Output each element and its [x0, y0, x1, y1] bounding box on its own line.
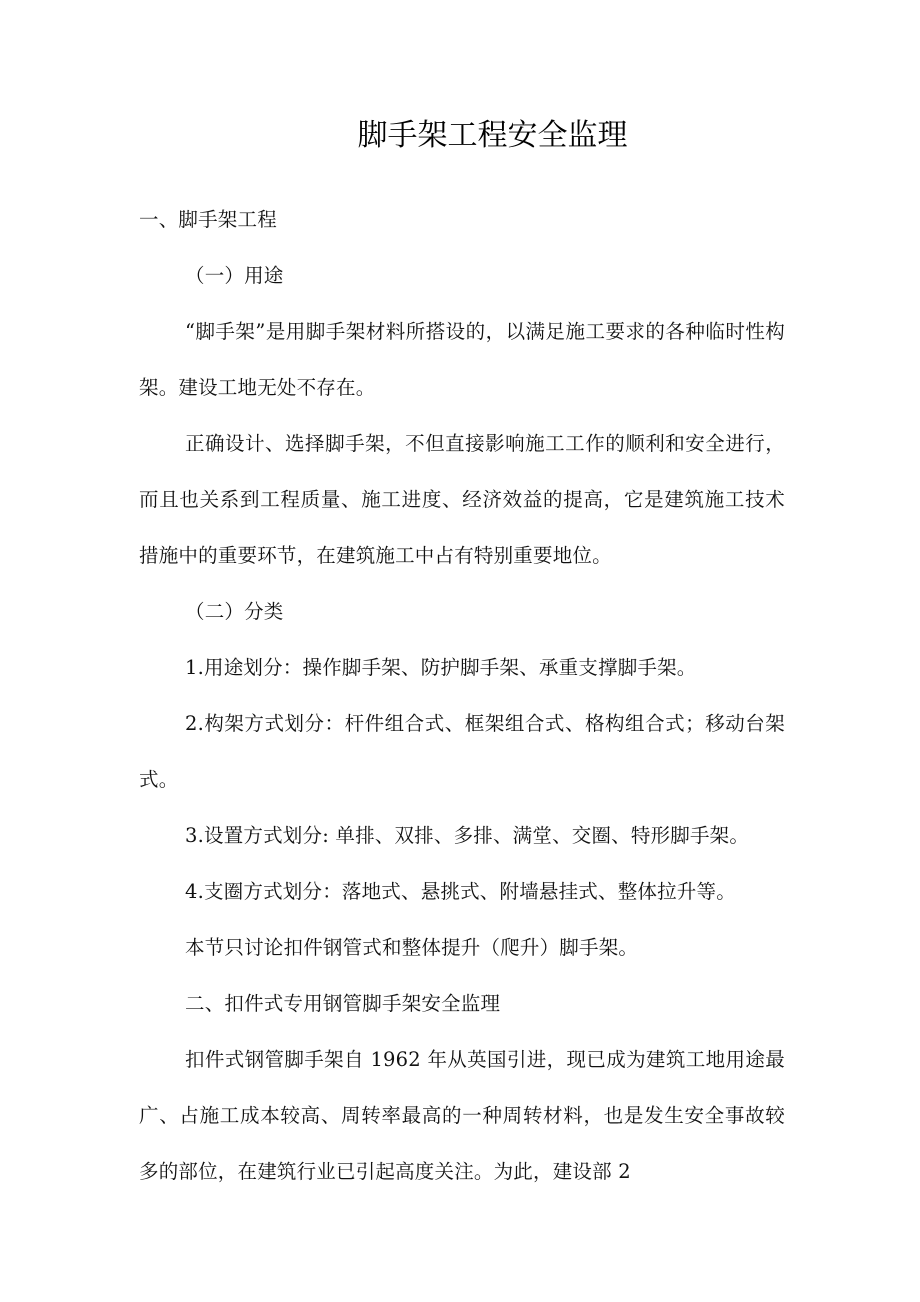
list-item-3: 3.设置方式划分: 单排、双排、多排、满堂、交圈、特形脚手架。: [185, 824, 750, 847]
paragraph-importance: 正确设计、选择脚手架，不但直接影响施工工作的顺利和安全进行，而且也关系到工程质量、施工进度、经济效益的提高，它是建筑施工技术措施中的重要环节，在建筑施工中占有特别重要地位。: [139, 432, 785, 567]
paragraph-history: 扣件式钢管脚手架自 1962 年从英国引进，现已成为建筑工地用途最广、占施工成本较高、周转率最高的一种周转材料，也是发生安全事故较多的部位，在建筑行业已引起高度关注。为此，建设部 2: [139, 1048, 785, 1183]
paragraph-definition: “脚手架”是用脚手架材料所搭设的，以满足施工要求的各种临时性构架。建设工地无处不存在。: [139, 320, 785, 399]
list-item-1: 1.用途划分：操作脚手架、防护脚手架、承重支撑脚手架。: [185, 656, 697, 679]
heading-section-1: 一、脚手架工程: [139, 208, 277, 231]
document-body: [139, 192, 785, 1200]
heading-subsection-usage: （一）用途: [185, 264, 284, 287]
document-title: 脚手架工程安全监理: [357, 118, 628, 153]
heading-section-2: 二、扣件式专用钢管脚手架安全监理: [185, 992, 501, 1015]
list-item-4: 4.支圈方式划分：落地式、悬挑式、附墙悬挂式、整体拉升等。: [185, 880, 736, 903]
paragraph-scope: 本节只讨论扣件钢管式和整体提升（爬升）脚手架。: [185, 936, 639, 959]
heading-subsection-classification: （二）分类: [185, 600, 284, 623]
list-item-2: 2.构架方式划分：杆件组合式、框架组合式、格构组合式；移动台架式。: [139, 712, 785, 791]
